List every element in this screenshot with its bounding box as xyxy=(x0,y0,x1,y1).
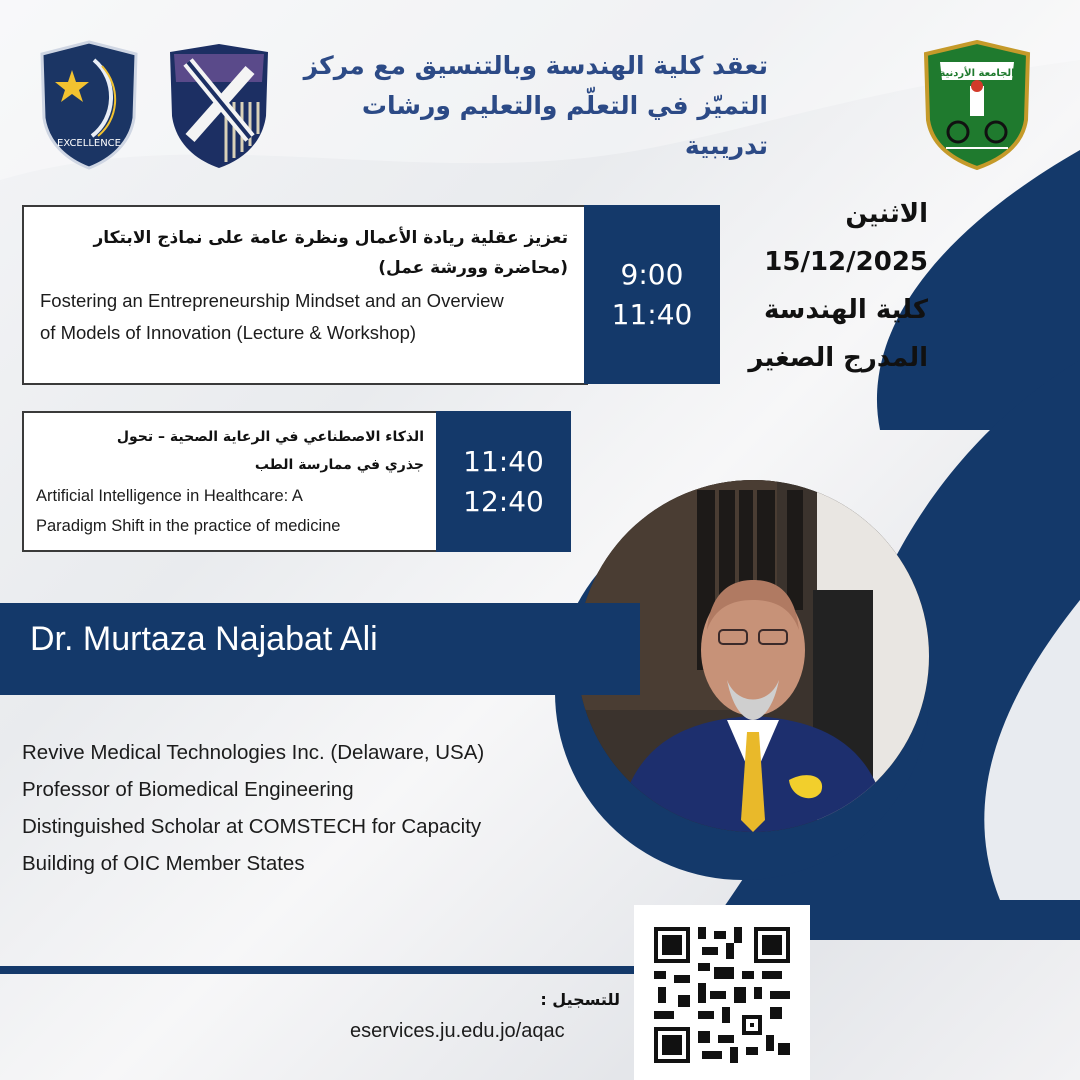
registration-label: للتسجيل : xyxy=(540,990,620,1009)
event-day: الاثنين xyxy=(845,199,928,229)
svg-text:EXCELLENCE: EXCELLENCE xyxy=(57,138,121,149)
session-title-ar-line: الذكاء الاصطناعي في الرعاية الصحية – تحول xyxy=(116,429,424,445)
event-venue: المدرج الصغير xyxy=(748,343,928,373)
event-date: 15/12/2025 xyxy=(764,247,928,277)
session-title-en-line: Paradigm Shift in the practice of medicine xyxy=(36,517,341,535)
session-title-en-line: Fostering an Entrepreneurship Mindset and an Overview xyxy=(40,290,504,311)
bio-line: Building of OIC Member States xyxy=(22,852,305,875)
session-time xyxy=(584,205,720,384)
session-start-time: 9:00 xyxy=(620,257,684,291)
session-title-ar xyxy=(24,413,438,479)
qr-code-icon[interactable] xyxy=(634,905,810,1080)
session-time xyxy=(436,411,571,552)
session-title-ar xyxy=(24,207,586,283)
session-end-time: 11:40 xyxy=(611,297,693,331)
bio-line: Professor of Biomedical Engineering xyxy=(22,778,354,801)
speaker-bio xyxy=(22,734,582,882)
header-line-2: التميّز في التعلّم والتعليم ورشات تدريبية xyxy=(361,91,768,160)
session-start-time: 11:40 xyxy=(463,444,544,478)
session-title-en xyxy=(24,283,586,349)
engineering-faculty-logo xyxy=(166,42,272,170)
bio-line: Distinguished Scholar at COMSTECH for Capacity xyxy=(22,815,482,838)
event-faculty: كلية الهندسة xyxy=(764,295,928,325)
session-title-ar-line: (محاضرة وورشة عمل) xyxy=(378,258,568,278)
registration-link[interactable]: eservices.ju.edu.jo/aqac xyxy=(350,1020,565,1042)
speaker-name: Dr. Murtaza Najabat Ali xyxy=(30,620,378,658)
session-title-en-line: of Models of Innovation (Lecture & Workshop) xyxy=(40,322,417,343)
session-card xyxy=(22,205,588,385)
session-title-en xyxy=(24,479,438,541)
footer-divider xyxy=(0,966,640,974)
header-line-1: تعقد كلية الهندسة وبالتنسيق مع مركز xyxy=(303,51,768,80)
session-title-ar-line: جذري في ممارسة الطب xyxy=(254,457,424,473)
excellence-center-logo xyxy=(38,40,140,170)
session-end-time: 12:40 xyxy=(463,484,544,518)
university-of-jordan-logo xyxy=(922,40,1032,170)
bio-line: Revive Medical Technologies Inc. (Delaware, USA) xyxy=(22,741,485,764)
session-card xyxy=(22,411,440,552)
session-title-ar-line: تعزيز عقلية ريادة الأعمال ونظرة عامة على نماذج الابتكار xyxy=(93,228,568,248)
svg-text:الجامعة الأردنية: الجامعة الأردنية xyxy=(939,68,1015,79)
session-title-en-line: Artificial Intelligence in Healthcare: A xyxy=(36,487,303,505)
header-announcement xyxy=(288,46,768,166)
